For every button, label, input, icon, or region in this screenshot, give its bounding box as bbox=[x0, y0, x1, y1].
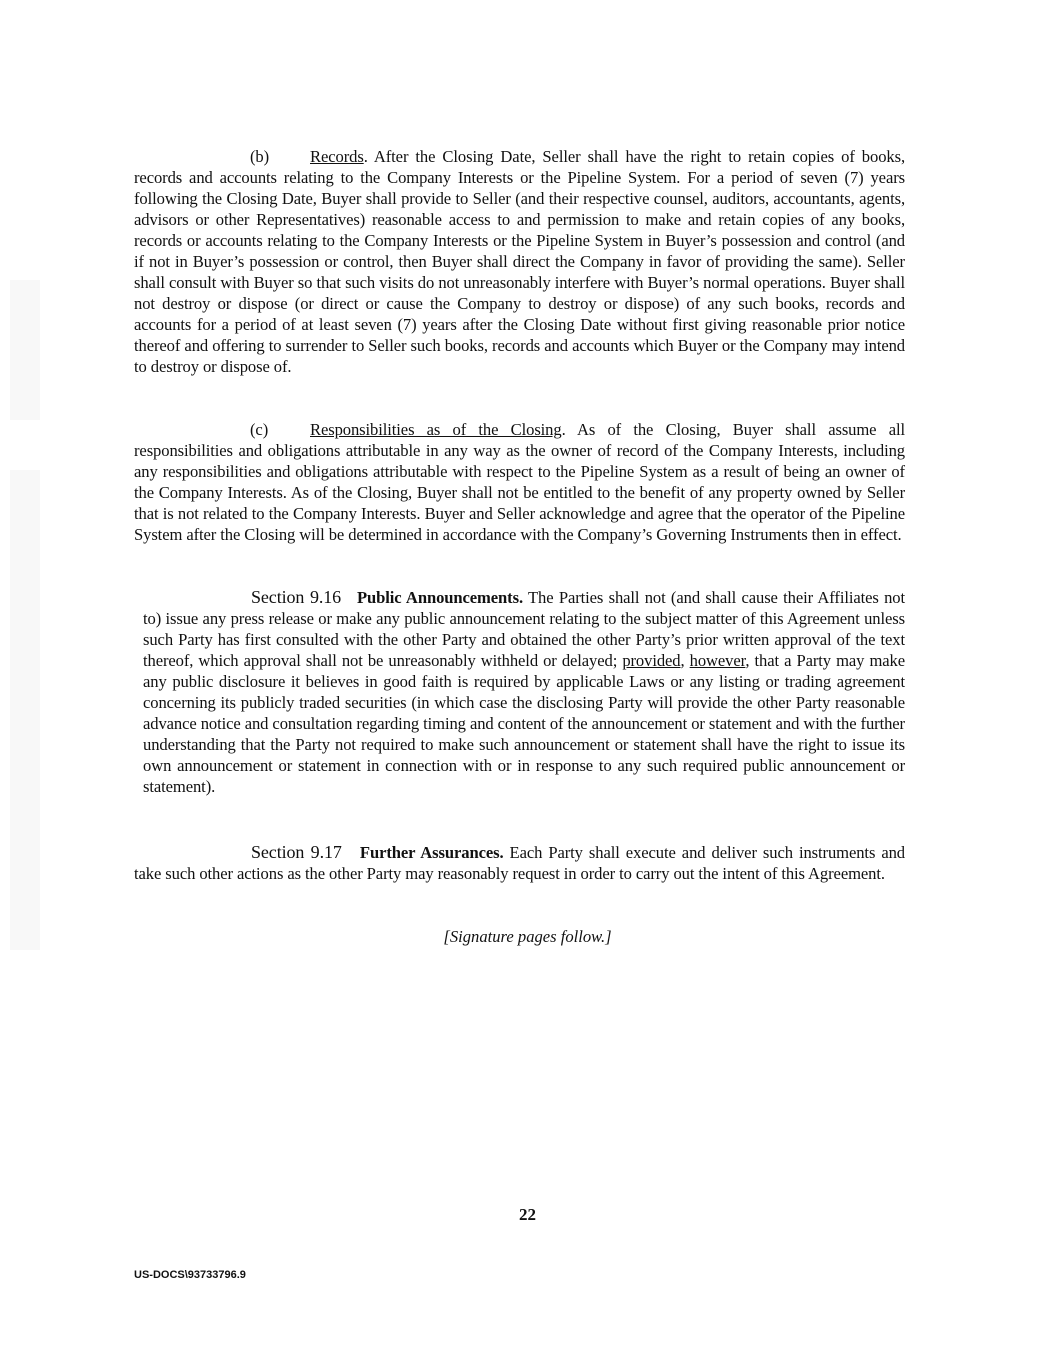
clause-heading: Responsibilities as of the Closing bbox=[310, 420, 562, 439]
paragraph-records bbox=[134, 146, 905, 377]
provided-term: provided bbox=[622, 651, 681, 670]
document-id: US-DOCS\93733796.9 bbox=[134, 1269, 246, 1281]
clause-label: (b) bbox=[250, 147, 270, 166]
scan-shadow bbox=[10, 280, 40, 420]
section-9-17 bbox=[134, 842, 905, 884]
scan-shadow bbox=[10, 470, 40, 950]
comma: , bbox=[680, 651, 690, 670]
however-term: however bbox=[689, 651, 746, 670]
section-text: The Parties shall not (and shall cause their Affiliates not to) issue any press release or make any public announcement relating to the subject matter of this Agreement unless such Party has first consulted with the other Party and obtained the other Party’s prior written approval of the text thereof, which approval shall not be unreasonably withheld or delayed; bbox=[143, 588, 905, 670]
section-heading: Public Announcements. bbox=[356, 588, 524, 607]
section-number: Section 9.16 bbox=[251, 587, 342, 607]
paragraph-responsibilities bbox=[134, 419, 905, 545]
section-text: , that a Party may make any public disclosure it believes in good faith is required by applicable Laws or any listing or trading agreement concerning its publicly traded securities (in which case the disclosing Party will provide the other Party reasonable advance notice and consultation regarding timing and content of the announcement or statement and with the further understanding that the Party not required to make such announcement or statement shall have the right to issue its own announcement or statement in connection with or in response to any such required public announcement or statement). bbox=[143, 651, 905, 796]
section-heading: Further Assurances. bbox=[359, 843, 504, 862]
signature-pages-note: [Signature pages follow.] bbox=[443, 927, 612, 946]
section-9-16 bbox=[143, 587, 905, 797]
clause-heading: Records bbox=[310, 147, 364, 166]
page-number: 22 bbox=[519, 1205, 536, 1224]
section-text: Each Party shall execute and deliver such instruments and take such other actions as the other Party may reasonably request in order to carry out the intent of this Agreement. bbox=[134, 843, 905, 883]
section-number: Section 9.17 bbox=[251, 842, 342, 862]
clause-text: . After the Closing Date, Seller shall have the right to retain copies of books, records and accounts relating to the Company Interests or the Pipeline System. For a period of seven (7) years following the Closing Date, Buyer shall provide to Seller (and their respective counsel, auditors, accountants, agents, advisors or other Representatives) reasonable access to and permission to make and retain copies of any books, records or accounts relating to the Company Interests or the Pipeline System in Buyer’s possession and control (and if not in Buyer’s possession or control, then Buyer shall direct the Company in favor of providing the same). Seller shall consult with Buyer so that such visits do not unreasonably interfere with Buyer’s normal operations. Buyer shall not destroy or dispose (or direct or cause the Company to destroy or dispose) of any such books, records and accounts for a period of at least seven (7) years after the Closing Date without first giving reasonable prior notice thereof and offering to surrender to Seller such books, records and accounts which Buyer or the Company may intend to destroy or dispose of. bbox=[134, 147, 905, 376]
clause-label: (c) bbox=[250, 420, 269, 439]
clause-text: . As of the Closing, Buyer shall assume all responsibilities and obligations attributable in any way as the owner of record of the Company Interests, including any responsibilities and obligations attributable with respect to the Pipeline System as a result of being an owner of the Company Interests. As of the Closing, Buyer shall not be entitled to the benefit of any property owned by Seller that is not related to the Company Interests. Buyer and Seller acknowledge and agree that the operator of the Pipeline System after the Closing will be determined in accordance with the Company’s Governing Instruments then in effect. bbox=[134, 420, 905, 544]
